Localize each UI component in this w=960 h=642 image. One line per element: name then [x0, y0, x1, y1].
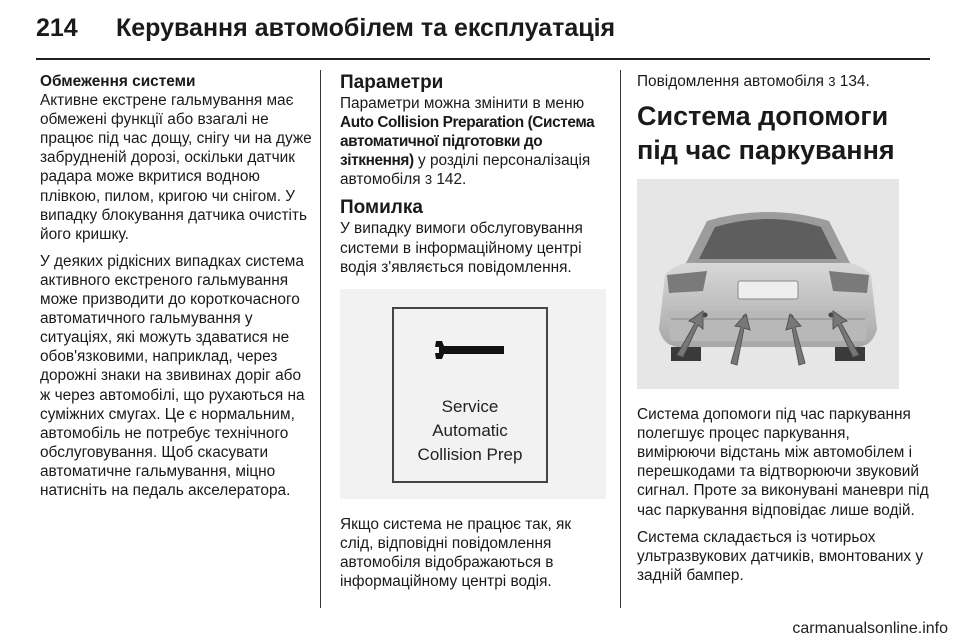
column-left: [40, 72, 312, 508]
message-line: Automatic: [432, 420, 508, 440]
paragraph-limitations: [40, 72, 312, 244]
page-ref-arrow-icon: 3: [828, 74, 836, 89]
page-reference: 134.: [835, 73, 870, 90]
paragraph-settings: [340, 94, 606, 189]
section-heading-parking-assist: Система допомоги під час паркування: [637, 101, 895, 166]
message-line: Service: [441, 396, 499, 416]
watermark: carmanualsonline.info: [792, 620, 948, 637]
car-rear-illustration: [637, 179, 899, 389]
dic-message-display: [392, 307, 548, 483]
wrench-icon: [434, 337, 506, 363]
column-divider: [320, 70, 321, 608]
paragraph-rare-cases: У деяких рідкісних випадках система активного екстреного гальмування може призводити до короткочасного автоматичного гальмування у ситуаціях, які можуть здаватися не обов'язковими, наприклад, через дорожні знаки на звивинах доріг або ж через автомобілі, що рухаються на суміжних смугах. Це є нормальним, автомобіль не потребує технічного обслуговування. Щоб скасувати автоматичне гальмування, міцно натисніть на педаль акселератора.: [40, 252, 305, 499]
page-title: Керування автомобілем та експлуатація: [116, 14, 616, 42]
paragraph-error: У випадку вимоги обслуговування системи в інформаційному центрі водія з'являється повідомлення.: [340, 220, 583, 276]
paragraph-text: Повідомлення автомобіля: [637, 73, 829, 90]
column-right: [637, 72, 929, 593]
section-heading-error: Помилка: [340, 197, 423, 219]
section-heading-limitations: Обмеження системи: [40, 73, 196, 90]
paragraph-sensors: Система складається із чотирьох ультразвукових датчиків, вмонтованих у задній бампер.: [637, 528, 924, 584]
section-heading-settings: Параметри: [340, 72, 444, 93]
paragraph-malfunction: Якщо система не працює так, як слід, відповідні повідомлення автомобіля відображаються в інформаційному центрі водія.: [340, 515, 572, 591]
dic-message-figure: [340, 289, 606, 499]
page-header: [36, 10, 930, 60]
paragraph-text: Параметри можна змінити в меню: [340, 95, 585, 112]
paragraph-parking-assist: Система допомоги під час паркування полегшує процес паркування, вимірюючи відстань між автомобілем і перешкодами та відтворюючи звуковий сигнал. Проте за виконувані маневри під час паркування відповідає лише водій.: [637, 406, 929, 519]
message-line: Collision Prep: [417, 444, 523, 464]
paragraph-vehicle-messages: [637, 72, 929, 91]
paragraph-text: Активне екстрене гальмування має обмежені функції або взагалі не працює під час дощу, снігу чи на дуже забрудненій дорозі, оскільки датчик радара може вкритися водною плівкою, пилом, кригою чи снігом. У випадку блокування датчика очистіть його кришку.: [40, 92, 312, 243]
page-reference: 142.: [432, 171, 467, 189]
paragraph-text: у розділі персоналізація автомобіля: [340, 152, 591, 189]
column-middle: [340, 72, 606, 599]
page-number: 214: [36, 14, 78, 42]
page-ref-arrow-icon: 3: [424, 172, 433, 188]
column-divider: [620, 70, 621, 608]
header-rule: [36, 58, 930, 60]
car-rear-icon: [637, 179, 899, 389]
menu-path: Auto Collision Preparation (Система автоматичної підготовки до зіткнення): [340, 114, 595, 170]
